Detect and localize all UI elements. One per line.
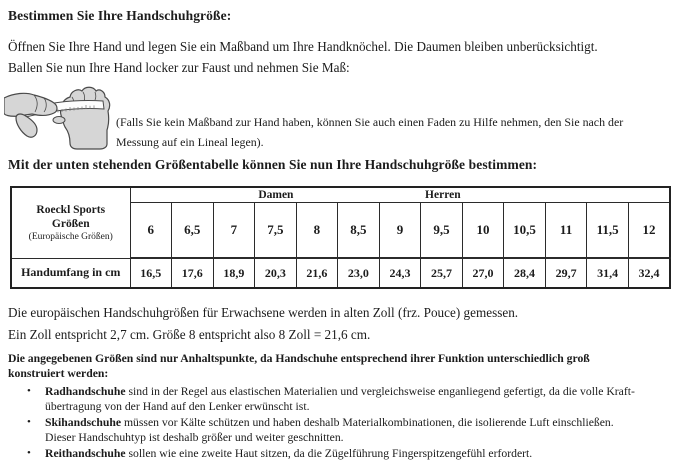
circumference-cell: 25,7 [421,258,463,288]
construction-note [8,351,590,382]
holding-hand-fingertip [53,117,65,124]
glove-type-term: Reithandschuhe [45,446,126,460]
circumference-cell: 21,6 [296,258,338,288]
circumference-cell: 29,7 [545,258,587,288]
instruction-line: Öffnen Sie Ihre Hand und legen Sie ein Maßband um Ihre Handknöchel. Die Daumen bleiben unberücksichtigt. [8,39,598,54]
zoll-line: Ein Zoll entspricht 2,7 cm. Größe 8 entspricht also 8 Zoll = 21,6 cm. [8,327,371,342]
zoll-explanation [8,302,518,346]
circumference-cell: 20,3 [255,258,297,288]
size-cell: 11 [545,202,587,258]
size-cell: 6 [130,202,172,258]
size-cell: 12 [628,202,670,258]
size-system-label: Größen [51,217,90,230]
list-item-reithandschuhe [8,446,635,461]
note-line: Messung auf ein Lineal legen). [116,135,264,149]
note-line: (Falls Sie kein Maßband zur Hand haben, können Sie auch einen Faden zu Hilfe nehmen, den Sie nach der [116,115,624,129]
bullet-icon: • [27,385,31,397]
glove-type-term: Radhandschuhe [45,385,126,398]
glove-type-term: Skihandschuhe [45,415,122,429]
size-cell: 8 [296,202,338,258]
list-item-radhandschuhe [8,384,635,415]
damen-group-label: Damen [258,188,294,201]
size-cell: 9 [379,202,421,258]
glove-type-text-continued: Dieser Handschuhtyp ist deshalb größer und weiter geschnitten. [45,431,344,445]
list-item-skihandschuhe [8,415,635,446]
glove-size-table [10,186,671,289]
herren-group-label: Herren [425,188,461,201]
circumference-cell: 23,0 [338,258,380,288]
glove-type-text: sollen wie eine zweite Haut sitzen, da die Zügelführung Fingerspitzengefühl erfordert. [125,446,533,460]
circumference-cell: 32,4 [628,258,670,288]
gender-group-header-cell [130,187,670,202]
glove-type-text: sind in der Regel aus elastischen Materialien und vergleichsweise enganliegend gefertigt, da die volle Kraft- [125,385,635,398]
size-cell: 9,5 [421,202,463,258]
size-cell: 6,5 [172,202,214,258]
size-cell: 11,5 [587,202,629,258]
circumference-cell: 31,4 [587,258,629,288]
size-cell: 10,5 [504,202,546,258]
bullet-icon: • [27,415,31,428]
holding-hand-shape [4,93,57,116]
holding-hand-thumb [16,114,37,137]
bullet-icon: • [27,446,31,459]
glove-type-text-continued: übertragung von der Hand auf den Lenker erwünscht ist. [45,400,310,414]
instruction-line: Ballen Sie nun Ihre Hand locker zur Faust und nehmen Sie Maß: [8,60,350,75]
size-system-label-cell [11,187,130,258]
zoll-line: Die europäischen Handschuhgrößen für Erwachsene werden in alten Zoll (frz. Pouce) gemessen. [8,305,519,320]
circumference-row [11,258,670,288]
circumference-label-cell: Handumfang in cm [11,258,130,288]
tape-alternative-note [116,112,623,152]
size-cell: 7,5 [255,202,297,258]
construction-note-line: Die angegebenen Größen sind nur Anhaltspunkte, da Handschuhe entsprechend ihrer Funktion unterschiedlich groß [8,352,590,365]
table-heading: Mit der unten stehenden Größentabelle können Sie nun Ihre Handschuhgröße bestimmen: [8,157,538,172]
size-cell: 10 [462,202,504,258]
circumference-cell: 28,4 [504,258,546,288]
size-system-label: Roeckl Sports [36,203,106,216]
glove-type-text: müssen vor Kälte schützen und haben deshalb Materialkombinationen, die isolierende Luft einschließen. [121,415,614,429]
measuring-instructions [8,36,598,78]
circumference-cell: 27,0 [462,258,504,288]
page-title: Bestimmen Sie Ihre Handschuhgröße: [8,8,232,23]
construction-note-line: konstruiert werden: [8,367,109,381]
circumference-cell: 24,3 [379,258,421,288]
size-cell: 8,5 [338,202,380,258]
circumference-cell: 18,9 [213,258,255,288]
glove-type-list [8,384,635,461]
hand-measuring-tape-illustration [4,86,116,150]
size-cell: 7 [213,202,255,258]
circumference-cell: 16,5 [130,258,172,288]
circumference-cell: 17,6 [172,258,214,288]
size-system-sublabel: (Europäische Größen) [28,231,113,242]
